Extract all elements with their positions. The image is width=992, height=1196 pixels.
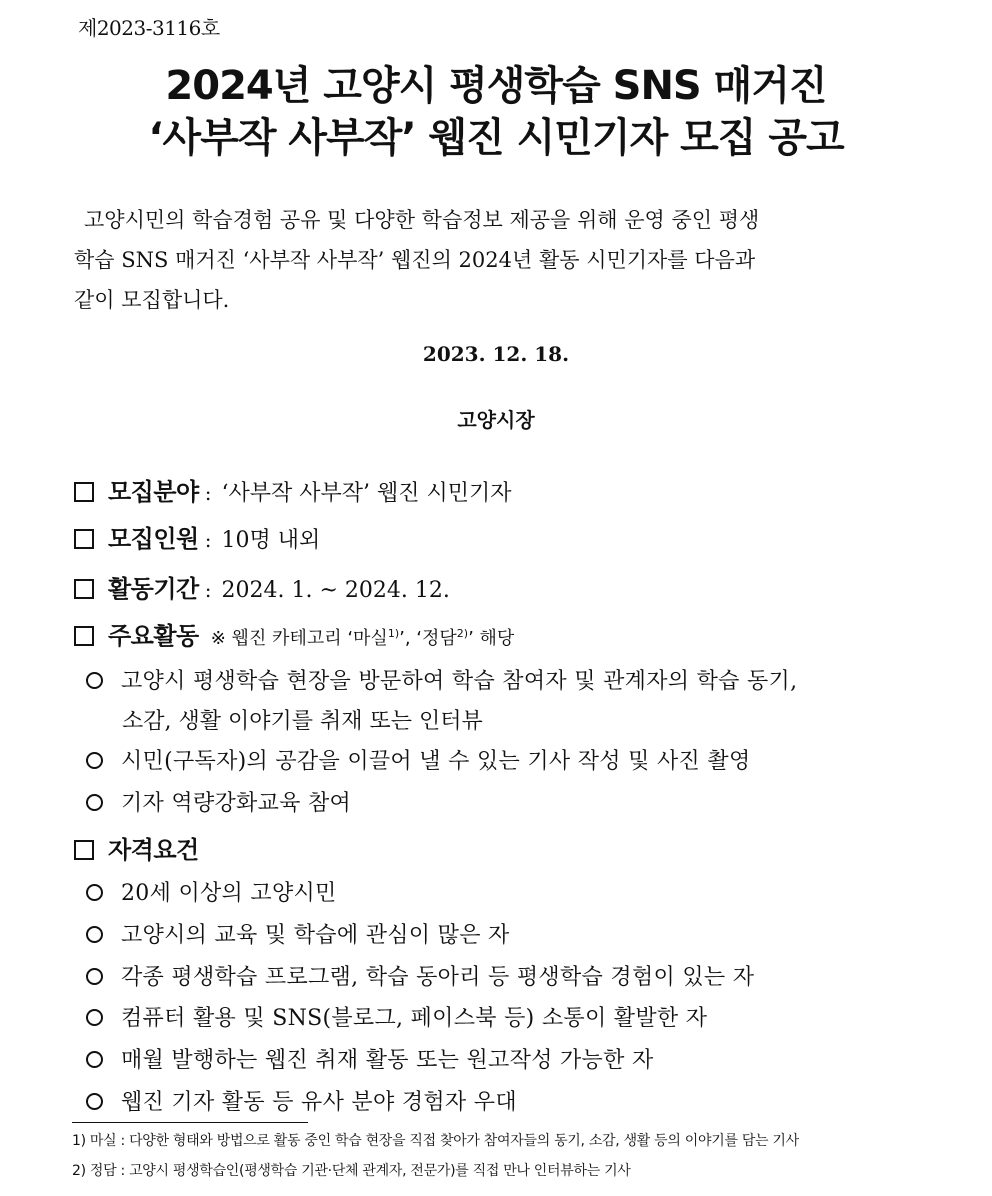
list-item: 기자 역량강화교육 참여 [86,786,351,817]
title-line-1: 2024년 고양시 평생학습 SNS 매거진 [165,63,827,109]
intro-line: 고양시민의 학습경험 공유 및 다양한 학습정보 제공을 위해 운영 중인 평생 [84,208,760,232]
footnote-2: 2) 정담 : 고양시 평생학습인(평생학습 기관·단체 관계자, 전문가)를 직접 만나 인터뷰하는 기사 [72,1163,631,1179]
section-value: ‘사부작 사부작’ 웹진 시민기자 [221,481,512,506]
list-item: 웹진 기자 활동 등 유사 분야 경험자 우대 [86,1085,517,1116]
list-item: 매월 발행하는 웹진 취재 활동 또는 원고작성 가능한 자 [86,1043,654,1074]
separator: : [204,481,212,505]
footnote-1: 1) 마실 : 다양한 형태와 방법으로 활동 중인 학습 현장을 직접 찾아가 참여자들의 동기, 소감, 생활 등의 이야기를 담는 기사 [72,1133,799,1149]
section-period [74,569,450,604]
footnote-ref: 2) [456,627,469,640]
list-item: 20세 이상의 고양시민 [86,876,337,907]
list-item: 고양시의 교육 및 학습에 관심이 많은 자 [86,918,510,949]
section-activities [74,616,514,651]
square-bullet-icon [74,626,94,646]
section-qualifications [74,830,199,865]
list-item: 각종 평생학습 프로그램, 학습 동아리 등 평생학습 경험이 있는 자 [86,960,754,991]
circle-bullet-icon [86,1009,103,1026]
section-label: 모집분야 [108,478,199,506]
circle-bullet-icon [86,794,103,811]
section-label: 자격요건 [108,836,199,864]
list-item: 고양시 평생학습 현장을 방문하여 학습 참여자 및 관계자의 학습 동기, [86,664,797,695]
intro-paragraph [74,200,924,320]
circle-bullet-icon [86,926,103,943]
footnote-ref: 1) [387,627,400,640]
intro-line: 같이 모집합니다. [74,288,230,312]
issuer: 고양시장 [457,408,535,432]
section-field [74,472,512,507]
square-bullet-icon [74,529,94,549]
list-item-continuation: 소감, 생활 이야기를 취재 또는 인터뷰 [122,709,483,734]
intro-line: 학습 SNS 매거진 ‘사부작 사부작’ 웹진의 2024년 활동 시민기자를 다음과 [74,248,756,272]
list-item: 시민(구독자)의 공감을 이끌어 낼 수 있는 기사 작성 및 사진 촬영 [86,744,751,775]
section-label: 활동기간 [108,575,199,603]
circle-bullet-icon [86,1051,103,1068]
separator: : [204,528,212,552]
square-bullet-icon [74,840,94,860]
separator: : [204,578,212,602]
section-label: 주요활동 [108,622,199,650]
announcement-date: 2023. 12. 18. [422,342,570,366]
circle-bullet-icon [86,968,103,985]
document-number: 제2023-3116호 [78,16,220,40]
section-label: 모집인원 [108,525,199,553]
square-bullet-icon [74,482,94,502]
section-value: 2024. 1. ~ 2024. 12. [221,578,450,603]
category-note: ※ 웹진 카테고리 ‘마실$^{1)}$’, ‘정담$^{2)}$’ 해당 [210,627,515,649]
circle-bullet-icon [86,752,103,769]
section-value: 10명 내외 [221,528,321,553]
title-line-2: ‘사부작 사부작’ 웹진 시민기자 모집 공고 [148,115,844,161]
circle-bullet-icon [86,884,103,901]
footnote-divider [72,1122,308,1123]
list-item: 컴퓨터 활용 및 SNS(블로그, 페이스북 등) 소통이 활발한 자 [86,1001,707,1032]
square-bullet-icon [74,579,94,599]
circle-bullet-icon [86,672,103,689]
circle-bullet-icon [86,1093,103,1110]
section-count [74,519,320,554]
